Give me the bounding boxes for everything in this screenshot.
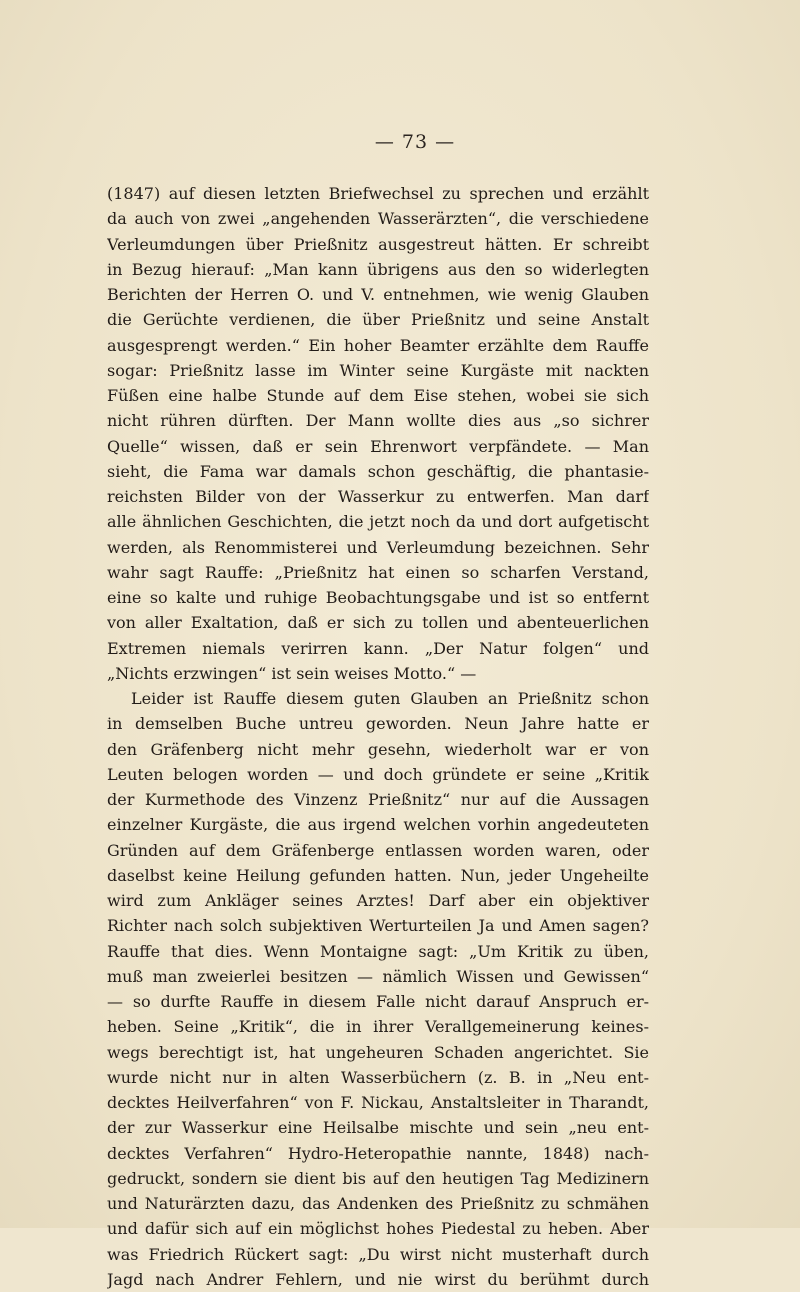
text-line: alle ähnlichen Geschichten, die jetzt noch da und dort aufgetischt (107, 512, 649, 532)
text-line: Quelle“ wissen, daß er sein Ehrenwort verpfändete. — Man (107, 436, 649, 456)
text-line: den Gräfenberg nicht mehr gesehn, wiederholt war er von (107, 739, 649, 759)
text-line: in demselben Buche untreu geworden. Neun Jahre hatte er (107, 714, 649, 734)
text-line: Richter nach solch subjektiven Werturteilen Ja und Amen sagen? (107, 916, 649, 936)
text-line: wird zum Ankläger seines Arztes! Darf aber ein objektiver (107, 891, 649, 910)
text-line: was Friedrich Rückert sagt: „Du wirst nicht musterhaft durch (107, 1244, 649, 1264)
page-number: — 73 — (374, 131, 456, 153)
text-line: nicht rühren dürften. Der Mann wollte dies aus „so sichrer (107, 411, 649, 431)
text-line: — so durfte Rauffe in diesem Falle nicht darauf Anspruch er- (107, 992, 649, 1011)
text-line: gedruckt, sondern sie dient bis auf den heutigen Tag Medizinern (107, 1168, 649, 1188)
text-line: von aller Exaltation, daß er sich zu tollen und abenteuerlichen (107, 613, 649, 633)
text-line: der zur Wasserkur eine Heilsalbe mischte und sein „neu ent- (107, 1118, 649, 1138)
text-line: einzelner Kurgäste, die aus irgend welchen vorhin angedeuteten (107, 815, 649, 835)
text-line: Füßen eine halbe Stunde auf dem Eise stehen, wobei sie sich (107, 386, 649, 405)
text-line: und dafür sich auf ein möglichst hohes Piedestal zu heben. Aber (107, 1219, 649, 1239)
text-line: decktes Heilverfahren“ von F. Nickau, Anstaltsleiter in Tharandt, (107, 1093, 649, 1112)
text-line: Gründen auf dem Gräfenberge entlassen worden waren, oder (107, 840, 649, 860)
text-line: muß man zweierlei besitzen — nämlich Wissen und Gewissen“ (107, 966, 649, 986)
text-line: Verleumdungen über Prießnitz ausgestreut hätten. Er schreibt (107, 234, 649, 254)
text-line: heben. Seine „Kritik“, die in ihrer Verallgemeinerung keines- (107, 1017, 649, 1037)
text-line: wegs berechtigt ist, hat ungeheuren Schaden angerichtet. Sie (107, 1042, 649, 1062)
text-line: (1847) auf diesen letzten Briefwechsel zu sprechen und erzählt (107, 184, 649, 203)
body-text (107, 181, 649, 1292)
text-line: wurde nicht nur in alten Wasserbüchern (z. B. in „Neu ent- (107, 1067, 649, 1087)
text-line: sieht, die Fama war damals schon geschäftig, die phantasie- (107, 461, 649, 481)
text-line: wahr sagt Rauffe: „Prießnitz hat einen so scharfen Verstand, (107, 562, 649, 582)
text-line: in Bezug hierauf: „Man kann übrigens aus den so widerlegten (107, 259, 649, 279)
text-line: werden, als Renommisterei und Verleumdung bezeichnen. Sehr (107, 537, 649, 557)
text-line: Jagd nach Andrer Fehlern, und nie wirst du berühmt durch (107, 1269, 649, 1289)
text-line: Leider ist Rauffe diesem guten Glauben an Prießnitz schon (131, 689, 649, 708)
text-line: Berichten der Herren O. und V. entnehmen, wie wenig Glauben (107, 285, 649, 304)
text-line: sogar: Prießnitz lasse im Winter seine Kurgäste mit nackten (107, 360, 649, 380)
text-line: der Kurmethode des Vinzenz Prießnitz“ nur auf die Aussagen (107, 790, 649, 809)
text-line: die Gerüchte verdienen, die über Prießnitz und seine Anstalt (107, 310, 649, 330)
text-line: da auch von zwei „angehenden Wasserärzten“, die verschiedene (107, 209, 649, 229)
text-line: reichsten Bilder von der Wasserkur zu entwerfen. Man darf (107, 487, 649, 506)
text-line: Leuten belogen worden — und doch gründete er seine „Kritik (107, 764, 649, 784)
text-line: decktes Verfahren“ Hydro-Heteropathie nannte, 1848) nach- (107, 1143, 649, 1163)
text-line: „Nichts erzwingen“ ist sein weises Motto.“ — (107, 663, 477, 683)
text-line: und Naturärzten dazu, das Andenken des Prießnitz zu schmähen (107, 1194, 649, 1213)
text-line: Extremen niemals verirren kann. „Der Natur folgen“ und (107, 638, 649, 658)
text-line: eine so kalte und ruhige Beobachtungsgabe und ist so entfernt (107, 588, 649, 607)
text-line: Rauffe that dies. Wenn Montaigne sagt: „Um Kritik zu üben, (107, 941, 649, 961)
text-line: ausgesprengt werden.“ Ein hoher Beamter erzählte dem Rauffe (107, 335, 649, 355)
text-line: daselbst keine Heilung gefunden hatten. Nun, jeder Ungeheilte (107, 865, 649, 885)
